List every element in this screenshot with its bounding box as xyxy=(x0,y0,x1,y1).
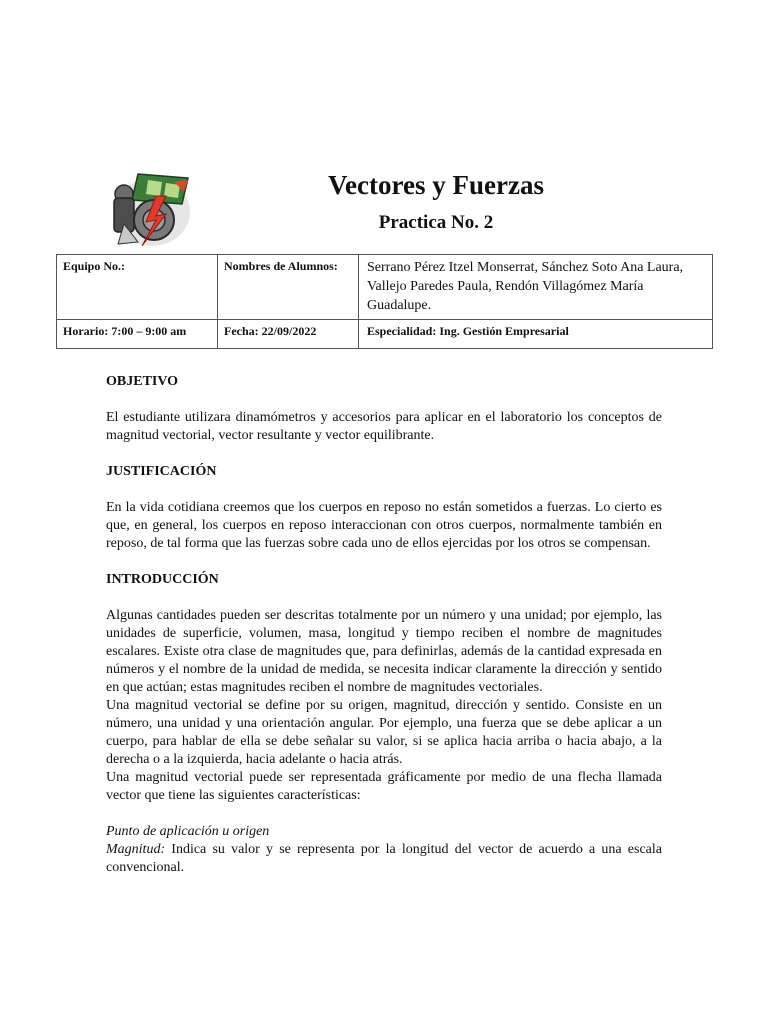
punto-aplicacion-label: Punto de aplicación u origen xyxy=(106,824,270,839)
intro-paragraph-3: Una magnitud vectorial puede ser representada gráficamente por medio de una flecha llamada vector que tiene las siguientes características: xyxy=(106,770,662,803)
nombres-value: Serrano Pérez Itzel Monserrat, Sánchez Soto Ana Laura, Vallejo Paredes Paula, Rendón Villagómez María Guadalupe. xyxy=(359,255,713,320)
info-row-1 xyxy=(57,255,713,320)
intro-paragraph-2: Una magnitud vectorial se define por su origen, magnitud, dirección y sentido. Consiste en un número, una unidad y una orientación angular. Por ejemplo, una fuerza que se debe aplicar a un cuerpo, para hablar de ella se debe señalar su valor, si se aplica hacia arriba o hacia abajo, a la derecha o a la izquierda, hacia adelante o hacia atrás. xyxy=(106,698,662,767)
fecha-cell: Fecha: 22/09/2022 xyxy=(218,320,359,349)
punto-aplicacion-line xyxy=(106,823,662,841)
info-table xyxy=(56,254,713,349)
magnitud-line xyxy=(106,841,662,877)
especialidad-cell: Especialidad: Ing. Gestión Empresarial xyxy=(359,320,713,349)
document-title: Vectores y Fuerzas xyxy=(328,170,544,200)
institution-logo xyxy=(104,164,192,250)
magnitud-text: Indica su valor y se representa por la longitud del vector de acuerdo a una escala convencional. xyxy=(106,842,662,875)
justificacion-heading: JUSTIFICACIÓN xyxy=(106,464,217,479)
introduccion-heading: INTRODUCCIÓN xyxy=(106,572,219,587)
intro-paragraph-1: Algunas cantidades pueden ser descritas totalmente por un número y una unidad; por ejemplo, las unidades de superficie, volumen, masa, longitud y tiempo reciben el nombre de magnitudes escalares. Existe otra clase de magnitudes que, para definirlas, además de la cantidad expresada en números y el nombre de la unidad de medida, se necesita indicar claramente la dirección y sentido en que actúan; estas magnitudes reciben el nombre de magnitudes vectoriales. xyxy=(106,608,662,695)
info-row-2 xyxy=(57,320,713,349)
practice-number: Practica No. 2 xyxy=(378,212,494,233)
equipo-label: Equipo No.: xyxy=(57,255,218,320)
objetivo-heading: OBJETIVO xyxy=(106,374,179,389)
objetivo-text: El estudiante utilizara dinamómetros y accesorios para aplicar en el laboratorio los conceptos de magnitud vectorial, vector resultante y vector equilibrante. xyxy=(106,410,662,443)
document-body xyxy=(106,373,662,877)
horario-cell: Horario: 7:00 – 9:00 am xyxy=(57,320,218,349)
justificacion-text: En la vida cotidiana creemos que los cuerpos en reposo no están sometidos a fuerzas. Lo cierto es que, en general, los cuerpos en reposo interaccionan con otros cuerpos, normalmente también en reposo, de tal forma que las fuerzas sobre cada uno de ellos ejercidas por los otros se compensan. xyxy=(106,500,662,551)
nombres-label: Nombres de Alumnos: xyxy=(218,255,359,320)
magnitud-label: Magnitud: xyxy=(106,842,166,857)
